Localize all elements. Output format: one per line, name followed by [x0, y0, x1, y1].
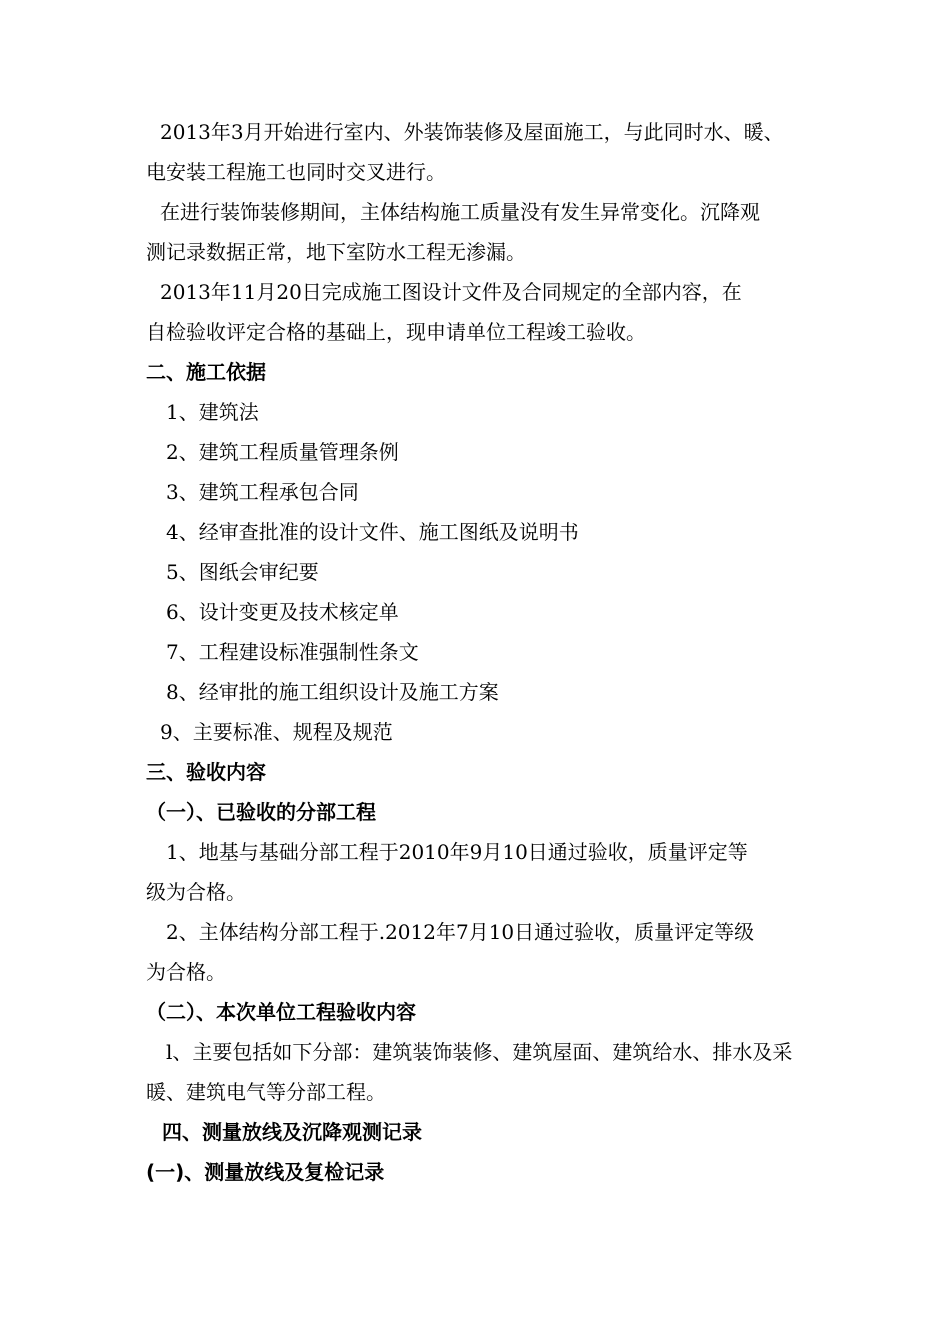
accepted-item-2-line-1: 2、主体结构分部工程于.2012年7月10日通过验收，质量评定等级 [166, 920, 755, 944]
intro-paragraph-1-line-2: 电安装工程施工也同时交叉进行。 [146, 160, 446, 184]
current-content-line-1: l、主要包括如下分部：建筑装饰装修、建筑屋面、建筑给水、排水及采 [166, 1040, 793, 1064]
current-content-line-2: 暖、建筑电气等分部工程。 [146, 1080, 386, 1104]
intro-paragraph-1-line-1: 2013年3月开始进行室内、外装饰装修及屋面施工，与此同时水、暖、 [160, 120, 784, 144]
intro-paragraph-3-line-1: 2013年11月20日完成施工图设计文件及合同规定的全部内容，在 [160, 280, 742, 304]
accepted-item-1-line-2: 级为合格。 [146, 880, 246, 904]
basis-item: 3、建筑工程承包合同 [166, 480, 359, 504]
basis-item: 7、工程建设标准强制性条文 [166, 640, 419, 664]
section-3-subheading-1: （一）、已验收的分部工程 [146, 800, 376, 824]
section-3-subheading-2: （二）、本次单位工程验收内容 [146, 1000, 416, 1024]
basis-item: 4、经审查批准的设计文件、施工图纸及说明书 [166, 520, 579, 544]
section-3-heading: 三、验收内容 [146, 760, 266, 784]
intro-paragraph-3-line-2: 自检验收评定合格的基础上，现申请单位工程竣工验收。 [146, 320, 646, 344]
basis-item: 6、设计变更及技术核定单 [166, 600, 399, 624]
accepted-item-2-line-2: 为合格。 [146, 960, 226, 984]
intro-paragraph-2-line-2: 测记录数据正常，地下室防水工程无渗漏。 [146, 240, 526, 264]
section-4-subheading-1: (一)、测量放线及复检记录 [146, 1160, 385, 1184]
accepted-item-1-line-1: 1、地基与基础分部工程于2010年9月10日通过验收，质量评定等 [166, 840, 748, 864]
basis-item: 1、建筑法 [166, 400, 259, 424]
basis-item: 5、图纸会审纪要 [166, 560, 319, 584]
basis-item: 2、建筑工程质量管理条例 [166, 440, 399, 464]
basis-item: 9、主要标准、规程及规范 [160, 720, 393, 744]
intro-paragraph-2-line-1: 在进行装饰装修期间，主体结构施工质量没有发生异常变化。沉降观 [160, 200, 760, 224]
section-4-heading: 四、测量放线及沉降观测记录 [162, 1120, 422, 1144]
section-2-heading: 二、施工依据 [146, 360, 266, 384]
basis-item: 8、经审批的施工组织设计及施工方案 [166, 680, 499, 704]
